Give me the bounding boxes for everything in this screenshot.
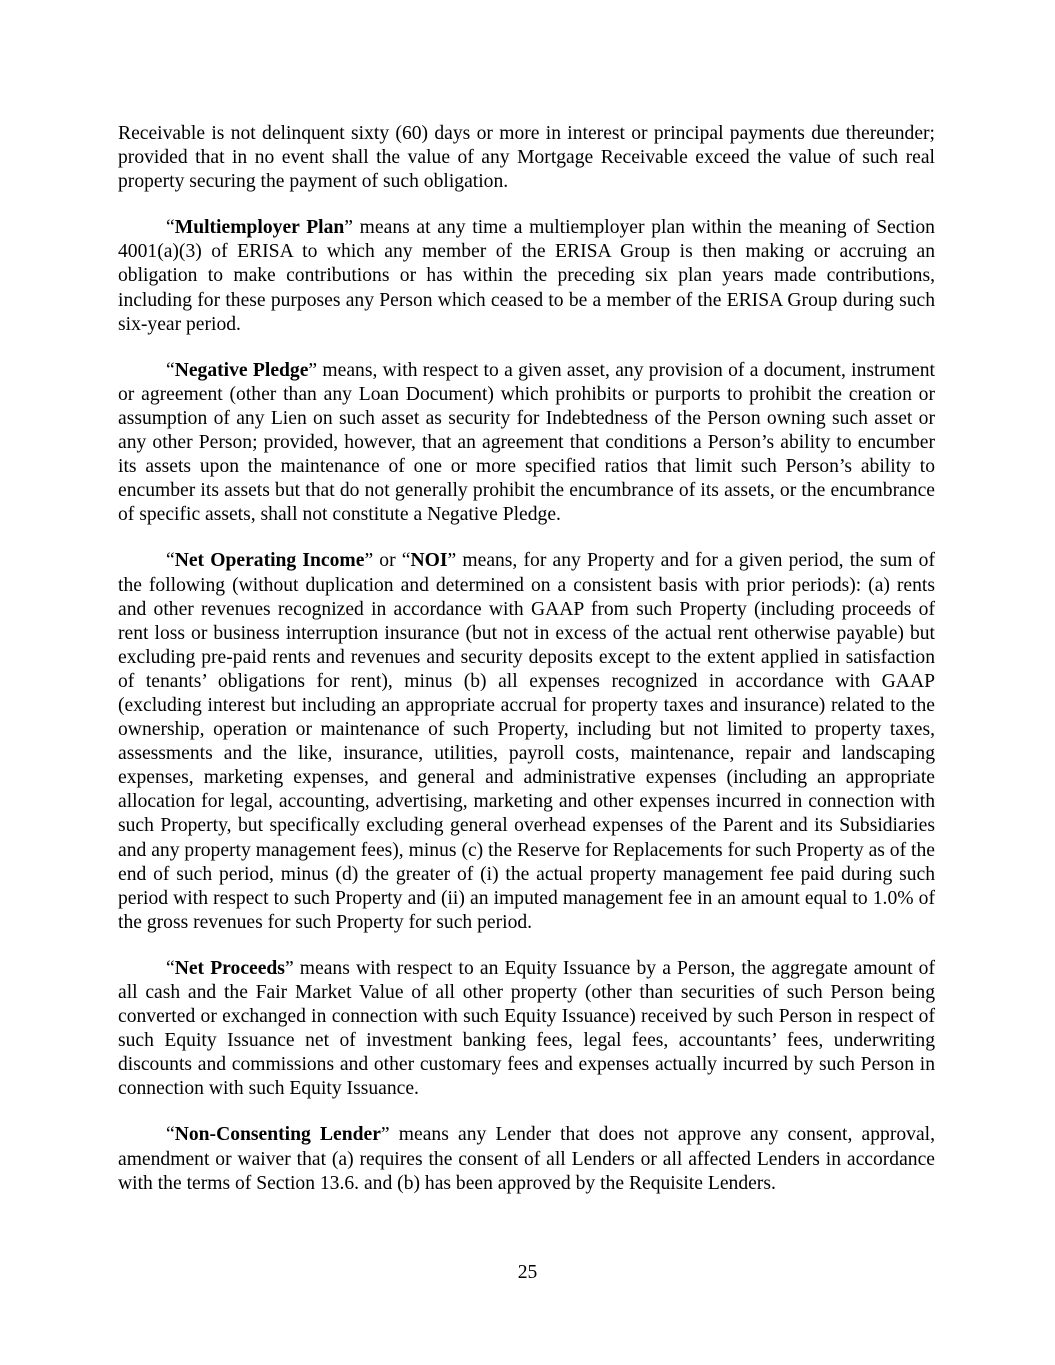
defined-term: Multiemployer Plan [174,217,345,239]
text-run: “ [166,1124,175,1146]
text-run: ” means with respect to an Equity Issuance by a Person, the aggregate amount of all cash and the Fair Market Value of all other property (other than securities of such Person being converted or exchanged in connection with such Equity Issuance) received by such Person in respect of such Equity Issuance net of investment banking fees, legal fees, accountants’ fees, underwriting discounts and commissions and other customary fees and expenses actually incurred by such Person in connection with such Equity Issuance. [118,957,935,1100]
text-run: ” means, with respect to a given asset, any provision of a document, instrument or agreement (other than any Loan Document) which prohibits or purports to prohibit the creation or assumption of any Lien on such asset as security for Indebtedness of the Person owning such asset or any other Person; provided, however, that an agreement that conditions a Person’s ability to encumber its assets upon the maintenance of one or more specified ratios that limit such Person’s ability to encumber its assets but that do not generally prohibit the encumbrance of its assets, or the encumbrance of specific assets, shall not constitute a Negative Pledge. [118,359,935,526]
defined-term: NOI [410,550,448,572]
text-run: ” means at any time a multiemployer plan within the meaning of Section 4001(a)(3) of ERISA to which any member of the ERISA Group is then making or accruing an obligation to make contributions or has within the preceding six plan years made contributions, including for these purposes any Person which ceased to be a member of the ERISA Group during such six-year period. [118,217,935,335]
text-run: ” means, for any Property and for a given period, the sum of the following (without duplication and determined on a consistent basis with prior periods): (a) rents and other revenues recognized in accordance with GAAP from such Property (including proceeds of rent loss or business interruption insurance (but not in excess of the actual rent otherwise payable) but excluding pre-paid rents and revenues and security deposits except to the extent applied in satisfaction of tenants’ obligations for rent), minus (b) all expenses recognized in accordance with GAAP (excluding interest but including an appropriate accrual for property taxes and insurance) related to the ownership, operation or maintenance of such Property, including but not limited to property taxes, assessments and the like, insurance, utilities, payroll costs, maintenance, repair and landscaping expenses, marketing expenses, and general and administrative expenses (including an appropriate allocation for legal, accounting, advertising, marketing and other expenses incurred in connection with such Property, but specifically excluding general overhead expenses of the Parent and its Subsidiaries and any property management fees), minus (c) the Reserve for Replacements for such Property as of the end of such period, minus (d) the greater of (i) the actual property management fee paid during such period with respect to such Property and (ii) an imputed management fee in an amount equal to 1.0% of the gross revenues for such Property for such period. [118,550,935,933]
defined-term: Net Operating Income [174,550,365,572]
text-run: “ [166,359,175,381]
defined-term: Negative Pledge [174,359,309,381]
text-run: “ [166,550,175,572]
text-run: “ [166,957,175,979]
defined-term: Net Proceeds [174,957,285,979]
p-mortgage-receivable-continued [118,122,935,194]
text-run: Receivable is not delinquent sixty (60) days or more in interest or principal payments due thereunder; provided that in no event shall the value of any Mortgage Receivable exceed the value of such real property securing the payment of such obligation. [118,123,935,193]
p-net-operating-income [118,549,935,935]
text-run: ” means any Lender that does not approve any consent, approval, amendment or waiver that (a) requires the consent of all Lenders or all affected Lenders in accordance with the terms of Section 13.6. and (b) has been approved by the Requisite Lenders. [118,1124,936,1194]
page-number: 25 [517,1262,538,1283]
text-run: ” or “ [364,550,411,572]
page-body-text [118,122,935,1196]
defined-term: Non-Consenting Lender [174,1124,381,1146]
p-non-consenting-lender [118,1123,935,1195]
p-net-proceeds [118,957,935,1102]
p-multiemployer-plan [118,216,935,336]
p-negative-pledge [118,359,935,528]
text-run: “ [166,217,175,239]
